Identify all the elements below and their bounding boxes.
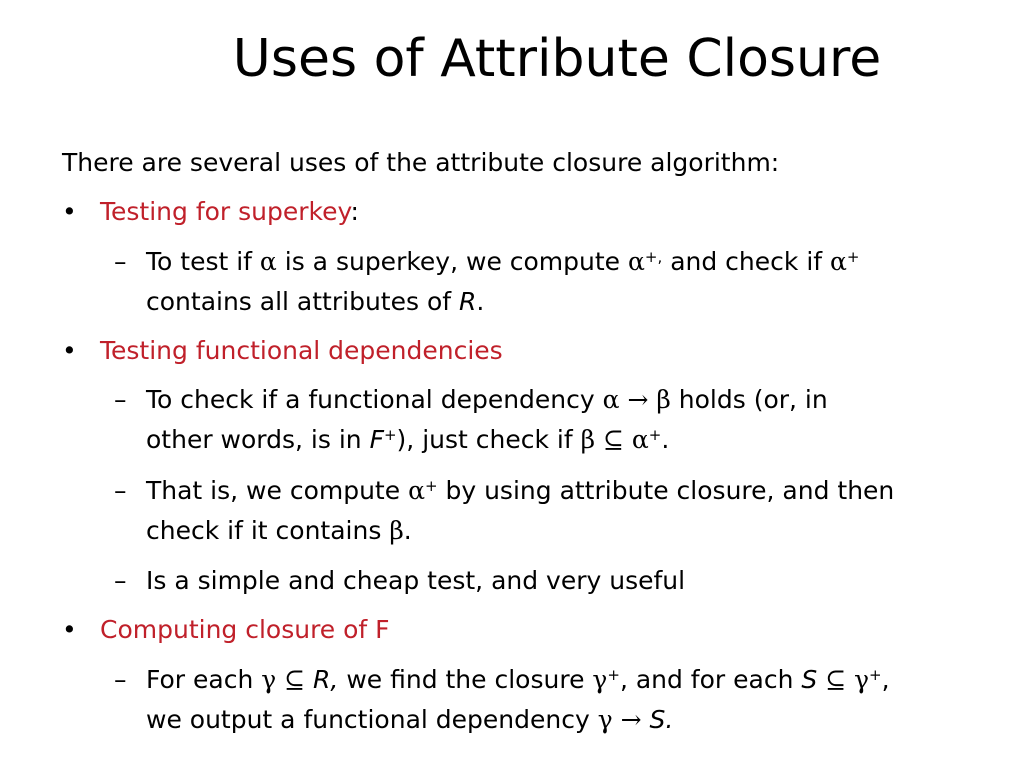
dash-marker: – — [114, 665, 127, 694]
subbullet-superkey-test-cont — [146, 287, 484, 317]
dash-marker: – — [114, 385, 127, 414]
intro-text: There are several uses of the attribute closure algorithm: — [62, 148, 780, 177]
text-segment: To test if — [146, 247, 260, 276]
text-segment: we output a functional dependency — [146, 705, 598, 734]
dash-marker: – — [114, 476, 127, 505]
dash-marker: – — [114, 247, 127, 276]
superscript-plus: + — [869, 666, 882, 684]
bullet-fd-testing-label: Testing functional dependencies — [100, 336, 503, 365]
text-segment: . — [403, 516, 412, 545]
subset-symbol: ⊆ — [817, 665, 855, 694]
gamma-symbol: γ — [854, 665, 870, 694]
beta-symbol: β — [389, 516, 404, 545]
relation-r: R — [459, 287, 477, 316]
gamma-symbol: γ — [597, 705, 613, 734]
alpha-symbol: α — [631, 425, 649, 454]
text-segment: and check if — [662, 247, 831, 276]
superscript-plus: + — [607, 666, 620, 684]
bullet-superkey — [62, 197, 359, 227]
superscript-plus: + — [648, 426, 662, 444]
text-segment: . — [661, 425, 670, 454]
subbullet-superkey-test — [114, 247, 859, 277]
subset-symbol: ⊆ — [595, 425, 632, 454]
superscript-plus: +, — [644, 248, 663, 266]
text-segment: by using attribute closure, and then — [437, 476, 895, 505]
superscript-plus: + — [846, 248, 860, 266]
relation-r: R, — [313, 665, 339, 694]
text-segment: is a superkey, we compute — [276, 247, 629, 276]
text-segment: That is, we compute — [146, 476, 409, 505]
text-segment: ), just check if — [396, 425, 581, 454]
alpha-symbol: α — [628, 247, 645, 276]
bullet-superkey-label: Testing for superkey — [100, 197, 351, 226]
text-segment: contains all attributes of — [146, 287, 459, 316]
bullet-closure-of-f — [62, 615, 390, 645]
bullet-dot: • — [62, 197, 77, 226]
s-symbol: S. — [649, 705, 674, 734]
superscript-plus: + — [424, 477, 438, 495]
gamma-symbol: γ — [261, 665, 277, 694]
s-symbol: S — [801, 665, 818, 694]
alpha-symbol: α — [408, 476, 425, 505]
bullet-superkey-colon: : — [350, 197, 359, 226]
text-segment: , — [881, 665, 890, 694]
beta-symbol: β — [656, 385, 671, 414]
subbullet-fd-check-cont — [146, 425, 669, 455]
text-segment: , and for each — [619, 665, 802, 694]
subbullet-fd-check — [114, 385, 828, 415]
bullet-closure-of-f-label: Computing closure of F — [100, 615, 390, 644]
text-segment: other words, is in — [146, 425, 370, 454]
text-segment: we find the closure — [338, 665, 593, 694]
alpha-symbol: α — [830, 247, 847, 276]
subbullet-compute-closure — [114, 476, 894, 506]
subbullet-compute-closure-cont — [146, 516, 412, 546]
bullet-fd-testing — [62, 336, 503, 366]
alpha-symbol: α — [602, 385, 620, 414]
text-segment: . — [476, 287, 485, 316]
subbullet-simple-test — [114, 566, 685, 596]
beta-symbol: β — [580, 425, 596, 454]
slide-title: Uses of Attribute Closure — [232, 29, 882, 89]
bullet-dot: • — [62, 615, 77, 644]
subbullet-for-each-gamma-cont — [146, 705, 673, 735]
text-segment: To check if a functional dependency — [146, 385, 603, 414]
subset-symbol: ⊆ — [276, 665, 314, 694]
text-segment: holds (or, in — [670, 385, 828, 414]
text-segment: For each — [146, 665, 262, 694]
superscript-plus: + — [383, 426, 397, 444]
arrow-symbol: → — [612, 705, 650, 734]
f-symbol: F — [369, 425, 384, 454]
arrow-symbol: → — [619, 385, 657, 414]
subbullet-for-each-gamma — [114, 665, 890, 695]
text-segment: check if it contains — [146, 516, 390, 545]
text-segment: Is a simple and cheap test, and very useful — [146, 566, 686, 595]
alpha-symbol: α — [259, 247, 277, 276]
dash-marker: – — [114, 566, 127, 595]
gamma-symbol: γ — [592, 665, 608, 694]
bullet-dot: • — [62, 336, 77, 365]
